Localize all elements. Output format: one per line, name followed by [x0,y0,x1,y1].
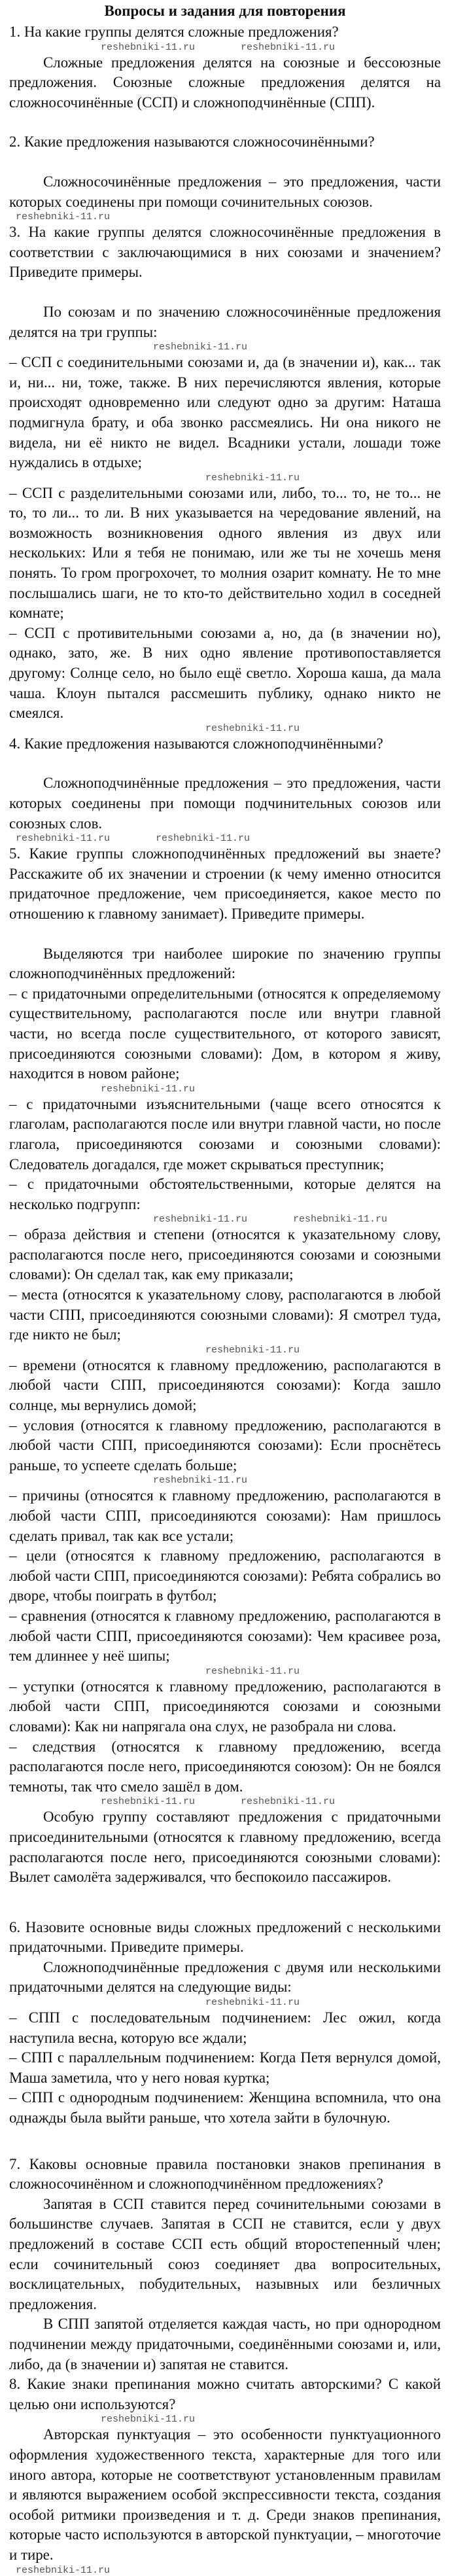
answer-5-subitem-1: – образа действия и степени (относятся к указательному слову, располагаются после него, присоединяются союзами и союзными словами): Он сделал так, как ему приказали; [9,1226,441,1283]
answer-6-intro: Сложноподчинённые предложения с двумя или несколькими придаточными делятся на следующие виды: [9,1958,441,1996]
question-6: 6. Назовите основные виды сложных предложений с несколькими придаточными. Приведите примеры. [9,1918,441,1956]
watermark: reshebniki-11.ru [16,211,111,223]
answer-5-outro: Особую группу составляют предложения с придаточными присоединительными (относятся к главному предложению, всегда располагаются после него, присоединяются союзными словами): Вылет самолёта задерживался, что беспокоило пассажиров. [9,1808,441,1886]
answer-5-intro: Выделяются три наиболее широкие по значению группы сложноподчинённых предложений: [9,945,441,982]
answer-1: Сложные предложения делятся на союзные и бессоюзные предложения. Союзные сложные предложения делятся на сложносочинённые (ССП) и сложноподчинённые (СПП). [9,54,441,111]
watermark: reshebniki-11.ru reshebniki-11.ru [16,833,251,845]
answer-3-intro: По союзам и по значению сложносочинённые предложения делятся на три группы: [9,303,441,340]
watermark: reshebniki-11.ru [205,1997,300,2009]
watermark: reshebniki-11.ru [153,1475,248,1487]
page-title: Вопросы и задания для повторения [104,3,346,19]
answer-5-item-2: – с придаточными изъяснительными (чаще всего относятся к глаголам, располагаются после или внутри главной части, но после глагола, присоединяются союзами и союзными словами): Следователь догадался, где может скрываться преступник; [9,1095,441,1173]
watermark: reshebniki-11.ru [101,1083,196,1095]
answer-5-subitem-2: – места (относятся к указательному слову, располагаются в любой части СПП, присоединяются союзными словами): Я смотрел туда, где никто не был; [9,1286,441,1343]
answer-6-item-2: – СПП с параллельным подчинением: Когда Петя вернулся домой, Маша заметила, что у него новая куртка; [9,2049,441,2086]
watermark: reshebniki-11.ru [101,2414,196,2426]
question-1: 1. На какие группы делятся сложные предложения? [9,24,339,40]
watermark: reshebniki-11.ru reshebniki-11.ru [101,1796,336,1808]
watermark: reshebniki-11.ru [153,342,248,353]
answer-6-item-1: – СПП с последовательным подчинением: Лес ожил, когда наступила весна, которую все ждали; [9,2009,441,2046]
question-5: 5. Какие группы сложноподчинённых предложений вы знаете? Расскажите об их значении и строении (к чему именно относится придаточное предложение, чем присоединяется, какое место по отношению к главному занимает). Приведите примеры. [9,845,441,922]
answer-7-p2: В СПП запятой отделяется каждая часть, но при однородном подчинении между придаточными, соединёнными союзами и, или, либо, да (в значении и) запятая не ставится. [9,2316,441,2373]
answer-2: Сложносочинённые предложения – это предложения, части которых соединены при помощи сочинительных союзов. [9,173,441,210]
answer-5-subitem-7: – сравнения (относятся к главному предложению, располагаются в любой части СПП, присоединяются союзами): Чем красивее роза, тем длиннее у неё шипы; [9,1607,441,1665]
question-7: 7. Каковы основные правила постановки знаков препинания в сложносочинённом и сложноподчинённом предложениях? [9,2155,441,2193]
question-4: 4. Какие предложения называются сложноподчинёнными? [9,735,383,752]
watermark: reshebniki-11.ru [205,722,300,734]
watermark: reshebniki-11.ru reshebniki-11.ru [101,41,336,53]
answer-5-item-1: – с придаточными определительными (относятся к определяемому существительному, располагаются после или внутри главной части, но всегда после существительного, от которого зависят, присоединяются союзными словами): Дом, в котором я живу, находится в новом районе; [9,985,441,1082]
question-2: 2. Какие предложения называются сложносочинёнными? [9,133,375,150]
question-8: 8. Какие знаки препинания можно считать авторскими? С какой целью они используются? [9,2376,441,2412]
answer-8: Авторская пунктуация – это особенности пунктуационного оформления художественного текста, характерные для того или иного автора, которые не соответствуют установленным правилам и являются выражением особой экспрессивности текста, создания особой ритмики произведения и т. д. Среди знаков препинания, которые часто используются в авторской пунктуации, – многоточие и тире. [9,2426,441,2563]
answer-3-item-3: – ССП с противительными союзами а, но, да (в значении но), однако, зато, же. В них одно явление противопоставляется другому: Солнце село, но было ещё светло. Хороша каша, да мала чаша. Клоун пытался рассмешить публику, однако никто не смеялся. [9,624,441,722]
answer-5-item-3: – с придаточными обстоятельственными, которые делятся на несколько подгрупп: [9,1176,441,1212]
answer-5-subitem-6: – цели (относятся к главному предложению, располагаются в любой части СПП, присоединяются союзами): Ребята собрались во дворе, чтобы поиграть в футбол; [9,1547,441,1604]
answer-5-subitem-3: – времени (относятся к главному предложению, располагаются в любой части СПП, присоединяются союзами): Когда зашло солнце, мы вернулись домой; [9,1356,441,1414]
watermark: reshebniki-11.ru reshebniki-11.ru [153,1214,388,1226]
answer-5-subitem-4: – условия (относятся к главному предложению, располагаются в любой части СПП, присоединяются союзами): Если проснётесь раньше, то успеете сделать больше; [9,1417,441,1473]
answer-4: Сложноподчинённые предложения – это предложения, части которых соединены при помощи подчинительных союзов или союзных слов. [9,775,441,832]
answer-3-item-2: – ССП с разделительными союзами или, либо, то... то, не то... не то, то ли... то ли. В них указывается на чередование явлений, на возможность возникновения одного явления из двух или нескольких: Или я тебя не понимаю, или же ты не хочешь меня понять. То гром прогрохочет, то молния озарит комнату. Не то мне послышались шаги, не то кто-то действительно ходил в соседней комнате; [9,484,441,622]
watermark: reshebniki-11.ru [205,1344,300,1356]
answer-5-subitem-5: – причины (относятся к главному предложению, располагаются в любой части СПП, присоединяются союзами): Нам пришлось сделать привал, так как все устали; [9,1487,441,1544]
watermark: reshebniki-11.ru [16,2564,111,2576]
watermark: reshebniki-11.ru [205,1665,300,1677]
answer-5-subitem-8: – уступки (относятся к главному предложению, располагаются в любой части СПП, присоединяются союзами и союзными словами): Как ни напрягала она слух, не разобрала ни слова. [9,1678,441,1735]
question-3: 3. На какие группы делятся сложносочинённые предложения в соответствии с заключающимися в них союзами и значением? Приведите примеры. [9,224,441,281]
answer-7-p1: Запятая в ССП ставится перед сочинительными союзами в большинстве случаев. Запятая в ССП не ставится, если у двух предложений в составе ССП есть общий второстепенный член; если сочинительный союз соединяет два вопросительных, восклицательных, побудительных, назывных или безличных предложения. [9,2195,441,2312]
answer-5-subitem-9: – следствия (относятся к главному предложению, всегда располагаются после него, присоединяются союзом): Он не боялся темноты, так что смело зашёл в дом. [9,1738,441,1795]
watermark: reshebniki-11.ru [205,472,300,484]
answer-3-item-1: – ССП с соединительными союзами и, да (в значении и), как... так и, ни... ни, тоже, также. В них перечисляются явления, которые происходят одновременно или следуют одно за другим: Наташа подмигнула брату, и оба звонко рассмеялись. Ни она никого не видела, ни её никто не видел. Всадники устали, лошади тоже нуждались в отдыхе; [9,354,441,471]
answer-6-item-3: – СПП с однородным подчинением: Женщина вспомнила, что она однажды была выйти раньше, что хотела зайти в булочную. [9,2089,441,2126]
